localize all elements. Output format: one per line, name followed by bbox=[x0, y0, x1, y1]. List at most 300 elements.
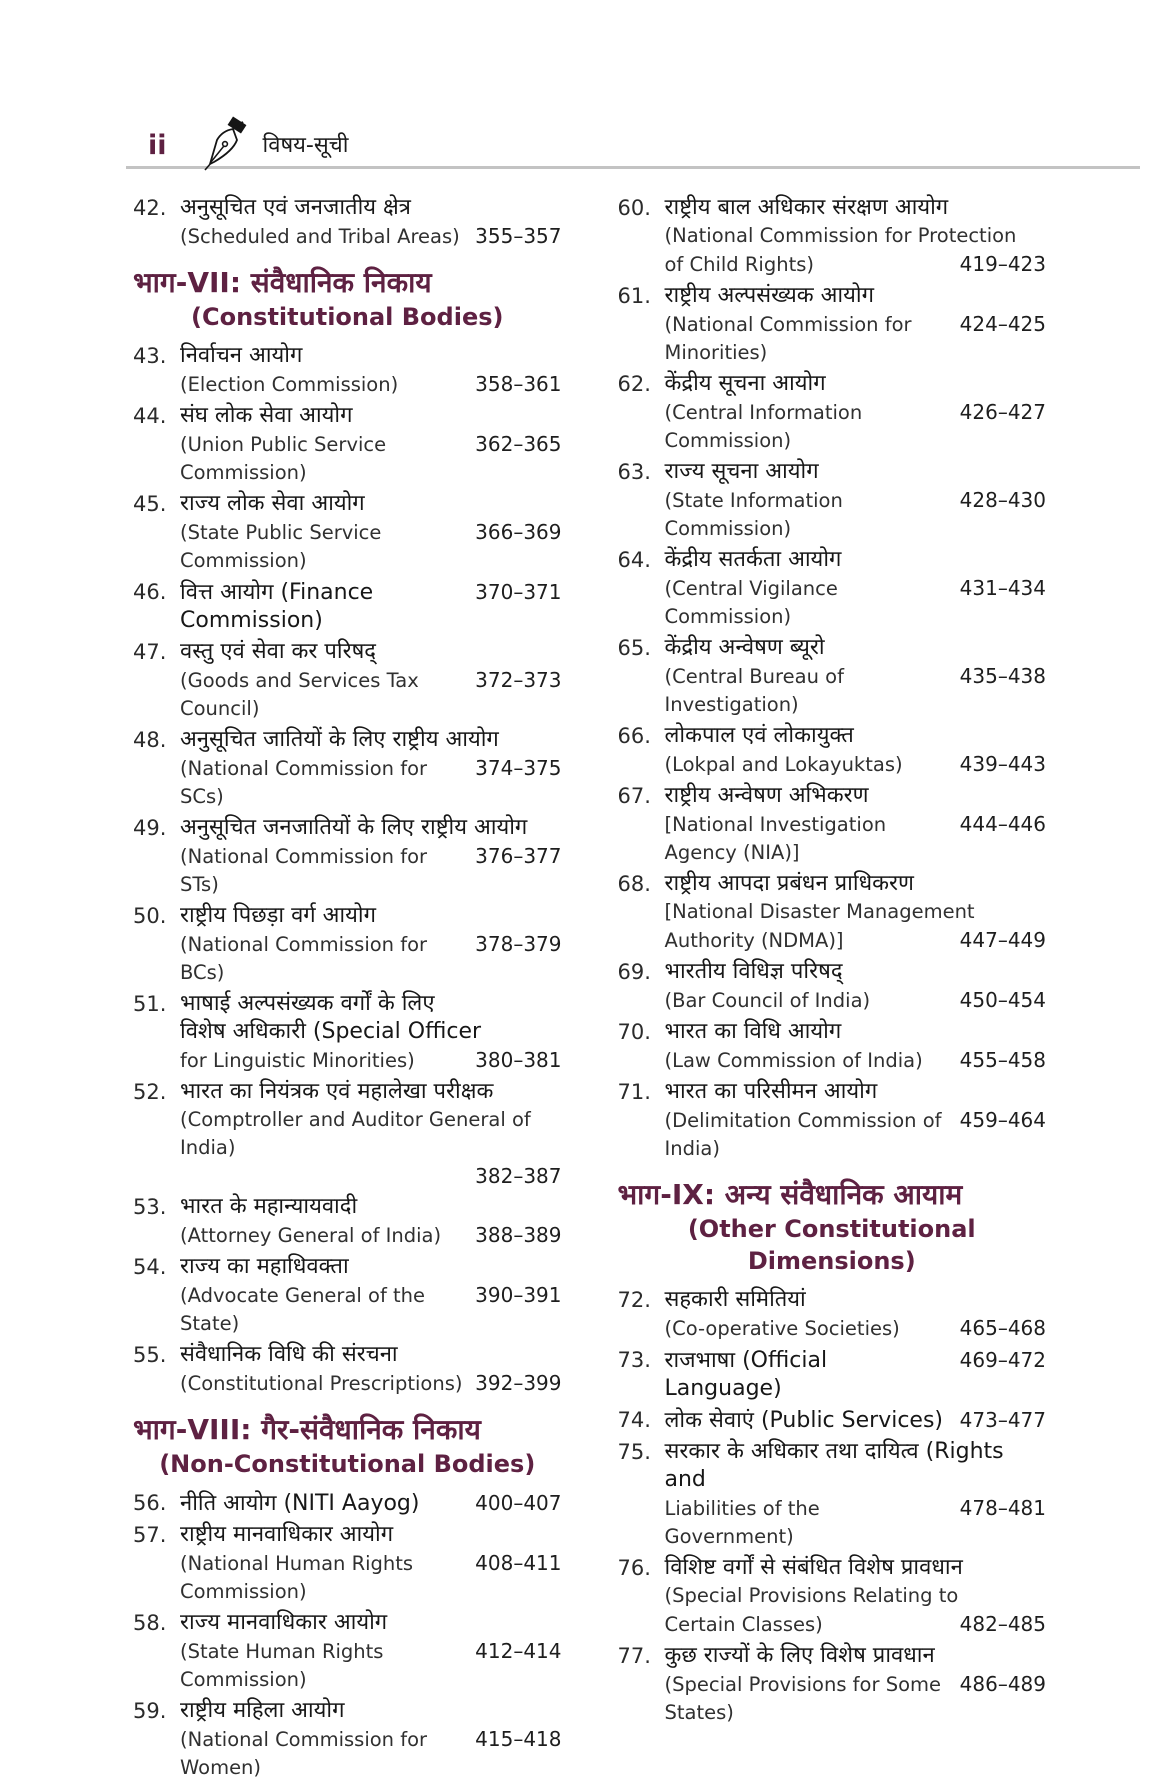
entry-title-text: [National Disaster Management bbox=[664, 900, 975, 923]
section-title-hindi: भाग-VIII: गैर-संवैधानिक निकाय bbox=[133, 1413, 481, 1446]
entry-line bbox=[180, 1078, 562, 1106]
entry-body bbox=[180, 814, 562, 899]
entry-line bbox=[180, 578, 562, 635]
entry-page-range: 459–464 bbox=[959, 1108, 1046, 1132]
entry-body bbox=[180, 578, 562, 635]
toc-entry bbox=[618, 722, 1047, 779]
entry-title-text: राष्ट्रीय आपदा प्रबंधन प्राधिकरण bbox=[664, 871, 914, 896]
entry-line bbox=[665, 1438, 1047, 1494]
entry-body bbox=[665, 194, 1047, 279]
entry-line bbox=[180, 1369, 562, 1398]
entry-number: 56. bbox=[133, 1491, 167, 1515]
toc-entry bbox=[133, 1193, 562, 1250]
entry-line bbox=[180, 990, 562, 1018]
entry-number: 73. bbox=[617, 1348, 651, 1372]
toc-entry bbox=[618, 870, 1047, 955]
entry-line bbox=[665, 662, 1047, 719]
entry-line bbox=[180, 342, 562, 370]
entry-line bbox=[665, 1494, 1047, 1551]
toc-entry bbox=[618, 370, 1047, 455]
entry-body bbox=[665, 1406, 1047, 1435]
entry-line bbox=[180, 666, 562, 723]
entry-title-text: निर्वाचन आयोग bbox=[180, 343, 303, 368]
entry-page-range: 400–407 bbox=[475, 1491, 562, 1515]
entry-title-text: (National Commission for Minorities) bbox=[664, 313, 912, 364]
entry-title-text: भाषाई अल्पसंख्यक वर्गों के लिए bbox=[180, 991, 435, 1016]
toc-entry bbox=[618, 1406, 1047, 1435]
entry-title-text: (Scheduled and Tribal Areas) bbox=[180, 225, 460, 248]
entry-page-range: 392–399 bbox=[475, 1371, 562, 1395]
entry-title-text: केंद्रीय सतर्कता आयोग bbox=[664, 547, 842, 572]
entry-page-range: 469–472 bbox=[959, 1348, 1046, 1372]
entry-line bbox=[180, 402, 562, 430]
entry-line bbox=[665, 194, 1047, 222]
toc-entry bbox=[618, 1438, 1047, 1551]
entry-page-range: 426–427 bbox=[959, 400, 1046, 424]
entry-number: 42. bbox=[133, 196, 167, 220]
toc-column-right bbox=[618, 194, 1047, 1785]
section-title-english: (Other Constitutional Dimensions) bbox=[687, 1215, 976, 1275]
page-header-title: विषय-सूची bbox=[262, 132, 349, 158]
entry-body bbox=[665, 1642, 1047, 1727]
entry-line bbox=[665, 1314, 1047, 1343]
entry-title-text: Authority (NDMA)] bbox=[664, 929, 844, 952]
entry-number: 65. bbox=[617, 636, 651, 660]
entry-line bbox=[180, 842, 562, 899]
entry-page-range: 412–414 bbox=[475, 1639, 562, 1663]
section-title-english: (Non-Constitutional Bodies) bbox=[159, 1450, 536, 1478]
entry-number: 58. bbox=[133, 1611, 167, 1635]
entry-title-text: (Central Information Commission) bbox=[664, 401, 863, 452]
toc-entry bbox=[618, 1078, 1047, 1163]
toc-entry bbox=[618, 546, 1047, 631]
entry-title-text: राष्ट्रीय पिछड़ा वर्ग आयोग bbox=[180, 903, 377, 928]
entry-body bbox=[665, 1286, 1047, 1343]
entry-number: 47. bbox=[133, 640, 167, 664]
entry-body bbox=[665, 722, 1047, 779]
entry-line bbox=[180, 1521, 562, 1549]
entry-line bbox=[665, 222, 1047, 250]
entry-title-text: (State Public Service Commission) bbox=[180, 521, 382, 572]
toc-entry bbox=[618, 1554, 1047, 1639]
entry-body bbox=[180, 1521, 562, 1606]
entry-page-range: 424–425 bbox=[959, 312, 1046, 336]
entry-title-text: नीति आयोग (NITI Aayog) bbox=[180, 1491, 420, 1516]
entry-body bbox=[665, 1078, 1047, 1163]
toc-entry bbox=[133, 1078, 562, 1190]
entry-title-text: (State Human Rights Commission) bbox=[180, 1640, 384, 1691]
entry-title-text: (Special Provisions Relating to bbox=[664, 1584, 959, 1607]
entry-line bbox=[665, 1346, 1047, 1403]
entry-title-text: for Linguistic Minorities) bbox=[180, 1049, 415, 1072]
entry-title-text: of Child Rights) bbox=[664, 253, 814, 276]
entry-line bbox=[665, 1582, 1047, 1610]
entry-number: 55. bbox=[133, 1343, 167, 1367]
entry-line bbox=[665, 310, 1047, 367]
entry-title-text: (National Commission for SCs) bbox=[180, 757, 428, 808]
entry-title-text: अनुसूचित जातियों के लिए राष्ट्रीय आयोग bbox=[180, 727, 499, 752]
entry-title-text: (Constitutional Prescriptions) bbox=[180, 1372, 463, 1395]
entry-title-text: राष्ट्रीय बाल अधिकार संरक्षण आयोग bbox=[664, 195, 949, 220]
entry-title-text: भारत का विधि आयोग bbox=[664, 1019, 842, 1044]
entry-number: 64. bbox=[617, 548, 651, 572]
entry-title-text: (Comptroller and Auditor General of India) bbox=[180, 1108, 531, 1159]
entry-number: 53. bbox=[133, 1195, 167, 1219]
entry-page-range: 444–446 bbox=[959, 812, 1046, 836]
entry-number: 75. bbox=[617, 1440, 651, 1464]
entry-body bbox=[180, 902, 562, 987]
entry-line bbox=[665, 1406, 1047, 1435]
entry-line bbox=[665, 398, 1047, 455]
entry-title-text: भारतीय विधिज्ञ परिषद् bbox=[664, 959, 843, 984]
section-title-hindi: भाग-IX: अन्य संवैधानिक आयाम bbox=[617, 1178, 963, 1211]
entry-body bbox=[180, 1697, 562, 1782]
entry-page-range: 355–357 bbox=[475, 224, 562, 248]
entry-title-text: वित्त आयोग (Finance Commission) bbox=[180, 580, 374, 633]
entry-title-text: (National Commission for STs) bbox=[180, 845, 428, 896]
entry-title-text: राज्य का महाधिवक्ता bbox=[180, 1254, 349, 1279]
entry-page-range: 370–371 bbox=[475, 580, 562, 604]
entry-page-range: 380–381 bbox=[475, 1048, 562, 1072]
entry-body bbox=[665, 282, 1047, 367]
entry-page-range: 382–387 bbox=[475, 1164, 562, 1188]
entry-line bbox=[180, 1221, 562, 1250]
toc-entry bbox=[133, 1253, 562, 1338]
entry-page-range: 439–443 bbox=[959, 752, 1046, 776]
entry-line bbox=[665, 870, 1047, 898]
fountain-pen-nib-icon bbox=[203, 120, 249, 170]
entry-title-text: (Union Public Service Commission) bbox=[180, 433, 387, 484]
entry-number: 52. bbox=[133, 1080, 167, 1104]
entry-body bbox=[180, 1341, 562, 1398]
entry-title-text: (Central Bureau of Investigation) bbox=[664, 665, 844, 716]
entry-line bbox=[665, 458, 1047, 486]
entry-number: 63. bbox=[617, 460, 651, 484]
entry-page-range: 374–375 bbox=[475, 756, 562, 780]
toc-entry bbox=[618, 1286, 1047, 1343]
entry-page-range: 376–377 bbox=[475, 844, 562, 868]
entry-line bbox=[665, 810, 1047, 867]
entry-number: 74. bbox=[617, 1408, 651, 1432]
entry-number: 66. bbox=[617, 724, 651, 748]
entry-body bbox=[665, 546, 1047, 631]
entry-body bbox=[665, 634, 1047, 719]
entry-title-text: राज्य लोक सेवा आयोग bbox=[180, 491, 365, 516]
entry-body bbox=[180, 1609, 562, 1694]
entry-number: 71. bbox=[617, 1080, 651, 1104]
entry-number: 57. bbox=[133, 1523, 167, 1547]
entry-number: 44. bbox=[133, 404, 167, 428]
entry-line bbox=[180, 902, 562, 930]
entry-page-range: 465–468 bbox=[959, 1316, 1046, 1340]
entry-title-text: (Central Vigilance Commission) bbox=[664, 577, 838, 628]
entry-line bbox=[180, 1106, 562, 1162]
entry-title-text: (National Commission for Protection bbox=[664, 224, 1017, 247]
entry-title-text: (State Information Commission) bbox=[664, 489, 843, 540]
toc-entry bbox=[133, 194, 562, 251]
entry-page-range: 486–489 bbox=[959, 1672, 1046, 1696]
toc-entry bbox=[133, 726, 562, 811]
entry-line bbox=[665, 250, 1047, 279]
entry-title-text: राष्ट्रीय मानवाधिकार आयोग bbox=[180, 1522, 394, 1547]
toc-entry bbox=[618, 782, 1047, 867]
entry-line bbox=[180, 1162, 562, 1190]
toc-section-heading bbox=[618, 1176, 1047, 1277]
entry-title-text: भारत का नियंत्रक एवं महालेखा परीक्षक bbox=[180, 1079, 494, 1104]
entry-line bbox=[665, 574, 1047, 631]
entry-line bbox=[665, 1554, 1047, 1582]
entry-line bbox=[180, 1697, 562, 1725]
entry-title-text: राष्ट्रीय महिला आयोग bbox=[180, 1698, 345, 1723]
entry-number: 76. bbox=[617, 1556, 651, 1580]
toc-entry bbox=[133, 1697, 562, 1782]
entry-page-range: 455–458 bbox=[959, 1048, 1046, 1072]
entry-number: 70. bbox=[617, 1020, 651, 1044]
entry-page-range: 362–365 bbox=[475, 432, 562, 456]
entry-line bbox=[180, 490, 562, 518]
entry-body bbox=[665, 958, 1047, 1015]
toc-entry bbox=[133, 578, 562, 635]
entry-title-text: विशिष्ट वर्गों से संबंधित विशेष प्रावधान bbox=[664, 1555, 963, 1580]
entry-title-text: अनुसूचित एवं जनजातीय क्षेत्र bbox=[180, 195, 411, 220]
entry-line bbox=[180, 518, 562, 575]
entry-page-range: 366–369 bbox=[475, 520, 562, 544]
entry-line bbox=[665, 926, 1047, 955]
entry-title-text: राज्य सूचना आयोग bbox=[664, 459, 819, 484]
entry-page-range: 431–434 bbox=[959, 576, 1046, 600]
toc-entry bbox=[618, 634, 1047, 719]
entry-number: 68. bbox=[617, 872, 651, 896]
entry-line bbox=[180, 370, 562, 399]
entry-line bbox=[180, 1193, 562, 1221]
entry-number: 50. bbox=[133, 904, 167, 928]
entry-title-text: राष्ट्रीय अल्पसंख्यक आयोग bbox=[664, 283, 874, 308]
entry-line bbox=[180, 1341, 562, 1369]
entry-page-range: 372–373 bbox=[475, 668, 562, 692]
entry-line bbox=[180, 638, 562, 666]
entry-title-text: (National Commission for BCs) bbox=[180, 933, 428, 984]
entry-body bbox=[180, 490, 562, 575]
toc-section-heading bbox=[133, 264, 562, 333]
entry-body bbox=[665, 782, 1047, 867]
entry-line bbox=[665, 370, 1047, 398]
toc-column-left bbox=[133, 194, 562, 1785]
entry-line bbox=[180, 430, 562, 487]
entry-line bbox=[180, 1253, 562, 1281]
entry-line bbox=[665, 898, 1047, 926]
entry-line bbox=[665, 1642, 1047, 1670]
entry-number: 49. bbox=[133, 816, 167, 840]
entry-title-text: भारत का परिसीमन आयोग bbox=[664, 1079, 878, 1104]
entry-line bbox=[665, 282, 1047, 310]
entry-line bbox=[665, 1046, 1047, 1075]
entry-title-text: विशेष अधिकारी (Special Officer bbox=[180, 1019, 482, 1044]
entry-line bbox=[665, 1670, 1047, 1727]
entry-number: 54. bbox=[133, 1255, 167, 1279]
page-header bbox=[0, 0, 1158, 162]
entry-number: 45. bbox=[133, 492, 167, 516]
entry-body bbox=[180, 990, 562, 1075]
toc-entry bbox=[133, 1521, 562, 1606]
entry-line bbox=[665, 782, 1047, 810]
entry-title-text: अनुसूचित जनजातियों के लिए राष्ट्रीय आयोग bbox=[180, 815, 528, 840]
entry-title-text: लोकपाल एवं लोकायुक्त bbox=[664, 723, 854, 748]
entry-title-text: (Co-operative Societies) bbox=[664, 1317, 900, 1340]
section-title-hindi: भाग-VII: संवैधानिक निकाय bbox=[133, 266, 432, 299]
entry-title-text: राजभाषा (Official Language) bbox=[664, 1348, 828, 1401]
entry-page-range: 390–391 bbox=[475, 1283, 562, 1307]
toc-entry bbox=[133, 342, 562, 399]
page-number: ii bbox=[148, 130, 167, 161]
entry-title-text: केंद्रीय अन्वेषण ब्यूरो bbox=[664, 635, 825, 660]
entry-title-text: कुछ राज्यों के लिए विशेष प्रावधान bbox=[664, 1643, 935, 1668]
entry-page-range: 482–485 bbox=[959, 1612, 1046, 1636]
entry-body bbox=[665, 370, 1047, 455]
entry-title-text: संघ लोक सेवा आयोग bbox=[180, 403, 353, 428]
entry-line bbox=[180, 726, 562, 754]
entry-title-text: (Election Commission) bbox=[180, 373, 399, 396]
entry-title-text: (Special Provisions for Some States) bbox=[664, 1673, 941, 1724]
entry-number: 67. bbox=[617, 784, 651, 808]
toc-entry bbox=[618, 1642, 1047, 1727]
entry-title-text: लोक सेवाएं (Public Services) bbox=[664, 1408, 944, 1433]
entry-body bbox=[665, 870, 1047, 955]
entry-line bbox=[180, 1046, 562, 1075]
entry-body bbox=[180, 638, 562, 723]
toc-entry bbox=[133, 1609, 562, 1694]
entry-line bbox=[180, 194, 562, 222]
entry-line bbox=[180, 1281, 562, 1338]
toc-entry bbox=[618, 1346, 1047, 1403]
entry-page-range: 378–379 bbox=[475, 932, 562, 956]
entry-page-range: 478–481 bbox=[959, 1496, 1046, 1520]
entry-page-range: 388–389 bbox=[475, 1223, 562, 1247]
entry-number: 60. bbox=[617, 196, 651, 220]
entry-page-range: 473–477 bbox=[959, 1408, 1046, 1432]
entry-body bbox=[180, 402, 562, 487]
entry-line bbox=[665, 1610, 1047, 1639]
entry-line bbox=[180, 1018, 562, 1046]
entry-body bbox=[180, 1253, 562, 1338]
entry-page-range: 419–423 bbox=[959, 252, 1046, 276]
entry-number: 59. bbox=[133, 1699, 167, 1723]
entry-number: 72. bbox=[617, 1288, 651, 1312]
entry-body bbox=[665, 1018, 1047, 1075]
entry-line bbox=[180, 1609, 562, 1637]
section-title-english: (Constitutional Bodies) bbox=[191, 303, 504, 331]
toc-entry bbox=[133, 990, 562, 1075]
entry-title-text: संवैधानिक विधि की संरचना bbox=[180, 1342, 398, 1367]
entry-number: 69. bbox=[617, 960, 651, 984]
toc-entry bbox=[618, 958, 1047, 1015]
entry-page-range: 358–361 bbox=[475, 372, 562, 396]
entry-line bbox=[180, 1725, 562, 1782]
entry-line bbox=[180, 930, 562, 987]
toc-entry bbox=[133, 490, 562, 575]
entry-body bbox=[180, 194, 562, 251]
entry-line bbox=[180, 1637, 562, 1694]
toc-entry bbox=[618, 282, 1047, 367]
toc-entry bbox=[618, 194, 1047, 279]
toc-entry bbox=[618, 1018, 1047, 1075]
entry-page-range: 428–430 bbox=[959, 488, 1046, 512]
entry-body bbox=[180, 1193, 562, 1250]
entry-number: 62. bbox=[617, 372, 651, 396]
entry-line bbox=[665, 486, 1047, 543]
entry-number: 51. bbox=[133, 992, 167, 1016]
entry-title-text: (Bar Council of India) bbox=[664, 989, 871, 1012]
entry-title-text: राज्य मानवाधिकार आयोग bbox=[180, 1610, 388, 1635]
entry-page-range: 415–418 bbox=[475, 1727, 562, 1751]
entry-body bbox=[180, 1078, 562, 1190]
entry-number: 61. bbox=[617, 284, 651, 308]
entry-line bbox=[665, 750, 1047, 779]
entry-title-text: वस्तु एवं सेवा कर परिषद् bbox=[180, 639, 376, 664]
entry-line bbox=[180, 754, 562, 811]
entry-title-text: (Law Commission of India) bbox=[664, 1049, 923, 1072]
entry-title-text: (Advocate General of the State) bbox=[180, 1284, 426, 1335]
entry-body bbox=[665, 1438, 1047, 1551]
entry-title-text: सरकार के अधिकार तथा दायित्व (Rights and bbox=[664, 1439, 1004, 1492]
entry-body bbox=[180, 342, 562, 399]
toc-entry bbox=[133, 402, 562, 487]
entry-line bbox=[665, 1078, 1047, 1106]
entry-line bbox=[180, 1549, 562, 1606]
entry-title-text: राष्ट्रीय अन्वेषण अभिकरण bbox=[664, 783, 869, 808]
entry-line bbox=[180, 1489, 562, 1518]
entry-title-text: [National Investigation Agency (NIA)] bbox=[664, 813, 887, 864]
toc-columns bbox=[0, 169, 1158, 1785]
entry-line bbox=[665, 986, 1047, 1015]
toc-section-heading bbox=[133, 1411, 562, 1480]
entry-title-text: Certain Classes) bbox=[664, 1613, 823, 1636]
entry-page-range: 435–438 bbox=[959, 664, 1046, 688]
entry-line bbox=[665, 958, 1047, 986]
entry-title-text: केंद्रीय सूचना आयोग bbox=[664, 371, 826, 396]
entry-title-text: (Attorney General of India) bbox=[180, 1224, 442, 1247]
entry-body bbox=[180, 726, 562, 811]
entry-number: 48. bbox=[133, 728, 167, 752]
entry-title-text: (National Human Rights Commission) bbox=[180, 1552, 414, 1603]
entry-page-range: 447–449 bbox=[959, 928, 1046, 952]
toc-entry bbox=[133, 638, 562, 723]
entry-page-range: 450–454 bbox=[959, 988, 1046, 1012]
entry-number: 77. bbox=[617, 1644, 651, 1668]
entry-page-range: 408–411 bbox=[475, 1551, 562, 1575]
entry-body bbox=[180, 1489, 562, 1518]
toc-entry bbox=[133, 1341, 562, 1398]
toc-entry bbox=[618, 458, 1047, 543]
entry-line bbox=[665, 634, 1047, 662]
entry-title-text: (National Commission for Women) bbox=[180, 1728, 428, 1779]
entry-title-text: (Delimitation Commission of India) bbox=[664, 1109, 942, 1160]
entry-line bbox=[665, 722, 1047, 750]
entry-line bbox=[180, 222, 562, 251]
entry-body bbox=[665, 1554, 1047, 1639]
entry-line bbox=[180, 814, 562, 842]
entry-line bbox=[665, 1286, 1047, 1314]
toc-entry bbox=[133, 902, 562, 987]
entry-body bbox=[665, 1346, 1047, 1403]
entry-line bbox=[665, 1106, 1047, 1163]
toc-entry bbox=[133, 814, 562, 899]
entry-body bbox=[665, 458, 1047, 543]
entry-number: 43. bbox=[133, 344, 167, 368]
entry-title-text: सहकारी समितियां bbox=[664, 1287, 806, 1312]
entry-number: 46. bbox=[133, 580, 167, 604]
entry-title-text: भारत के महान्यायवादी bbox=[180, 1194, 358, 1219]
entry-title-text: (Lokpal and Lokayuktas) bbox=[664, 753, 903, 776]
